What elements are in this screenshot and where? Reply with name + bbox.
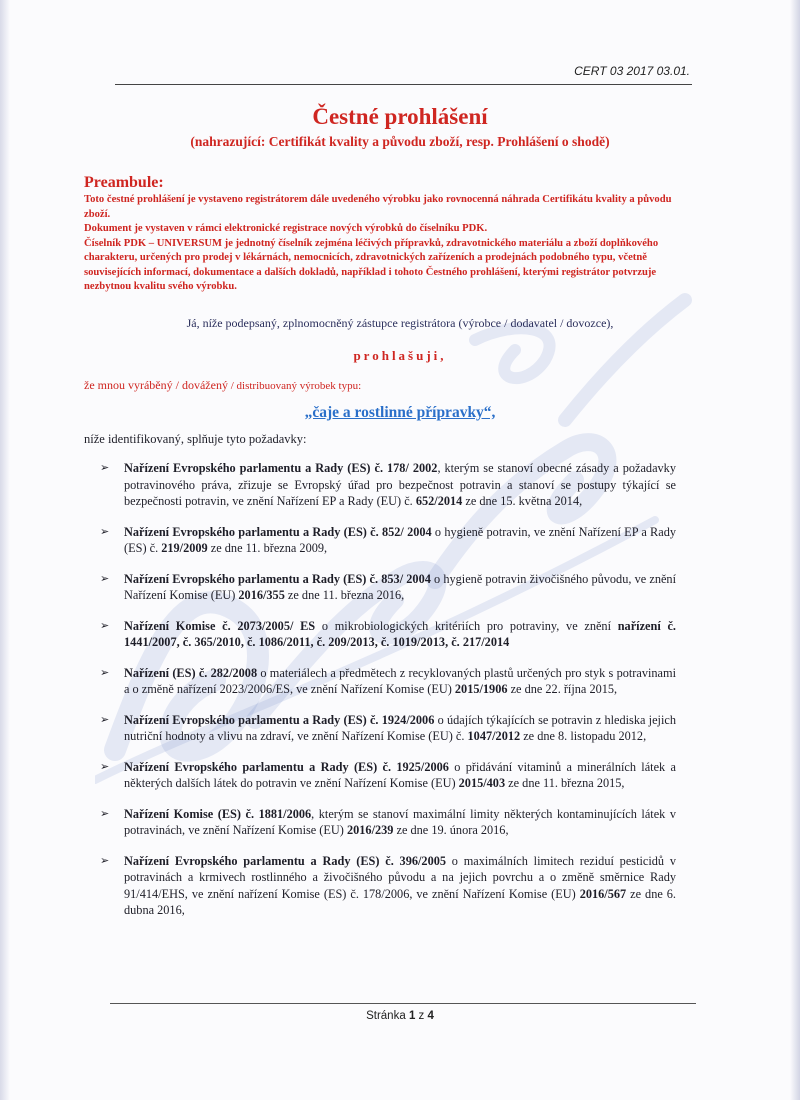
document-subtitle: (nahrazující: Certifikát kvality a původu zboží, resp. Prohlášení o shodě)	[190, 134, 610, 149]
regulation-reference: 219/2009	[161, 541, 208, 555]
regulation-reference: Nařízení Evropského parlamentu a Rady (ES) č. 1924/2006	[124, 712, 435, 727]
regulation-text: o přidávání vitaminů a minerálních látek a některých dalších látek do potravin ve znění Nařízení Komise (EU)	[124, 759, 676, 790]
regulation-reference: Nařízení (ES) č. 282/2008	[124, 665, 258, 680]
footer-rule	[110, 1003, 696, 1004]
preamble-paragraph: Číselník PDK – UNIVERSUM je jednotný číselník zejména léčivých přípravků, zdravotnického materiálu a zboží doplňkového charakteru, určených pro prodej v lékárnách, nemocnicích, zdravotnických zařízeních a prodejnách podobného typu, včetně souvisejících informací, dokumentace a dalších dokladů, například i tohoto Čestného prohlášení, kterými registrátor potvrzuje nezbytnou kvalitu svého výrobku.	[84, 237, 659, 292]
regulation-reference: Nařízení Evropského parlamentu a Rady (ES) č. 852/ 2004	[124, 524, 432, 539]
regulation-item	[100, 618, 676, 651]
regulation-text: , kterým se stanoví obecné zásady a požadavky potravinového práva, zřizuje se Evropský úřad pro bezpečnost potravin a stanoví se postupy týkající se bezpečnosti potravin, ve znění Nařízení EP a Rady (EU) č.	[124, 461, 676, 508]
regulation-item	[100, 806, 676, 839]
regulation-reference: Nařízení Evropského parlamentu a Rady (ES) č. 1925/2006	[124, 759, 449, 774]
arrow-bullet-icon: ➢	[100, 666, 110, 679]
requirements-intro: níže identifikovaný, splňuje tyto požadavky:	[84, 432, 307, 446]
page-word: Stránka	[366, 1010, 406, 1022]
document-title: Čestné prohlášení	[312, 104, 488, 129]
regulation-reference: 652/2014	[415, 494, 463, 508]
regulation-text: o materiálech a předmětech z recyklovaných plastů určených pro styk s potravinami a o změně nařízení 2023/2006/ES, ve znění Nařízení Komise (EU)	[124, 665, 676, 696]
regulation-reference: 2015/403	[458, 776, 506, 790]
arrow-bullet-icon: ➢	[100, 572, 110, 585]
regulation-reference: 2015/1906	[454, 682, 508, 696]
regulation-text: ze dne 22. října 2015,	[507, 682, 618, 696]
page-total: 4	[427, 1010, 434, 1022]
preamble-heading: Preambule:	[84, 174, 164, 191]
scan-edge-right	[790, 0, 800, 1100]
regulation-reference: Nařízení Evropského parlamentu a Rady (ES) č. 853/ 2004	[124, 571, 431, 586]
regulation-item	[100, 524, 676, 557]
regulation-text: ze dne 8. listopadu 2012,	[520, 729, 647, 743]
regulation-item	[100, 759, 676, 792]
declarant-statement: Já, níže podepsaný, zplnomocněný zástupce registrátora (výrobce / dodavatel / dovozce),	[186, 316, 614, 330]
regulation-item	[100, 712, 676, 745]
regulation-reference: 1047/2012	[467, 729, 521, 743]
regulation-text: ze dne 11. března 2015,	[505, 776, 625, 790]
regulation-reference: Nařízení Komise (ES) č. 1881/2006	[124, 806, 312, 821]
product-type-line	[84, 378, 361, 393]
preamble-text	[84, 193, 684, 295]
regulation-reference: 2016/239	[346, 823, 394, 837]
product-type-prefix: že mnou vyráběný / dovážený	[84, 378, 228, 392]
regulations-list	[100, 460, 676, 933]
arrow-bullet-icon: ➢	[100, 760, 110, 773]
regulation-reference: 2016/355	[238, 588, 285, 602]
regulation-text: ze dne 11. března 2009,	[207, 541, 328, 555]
scan-edge-left	[0, 0, 10, 1100]
regulation-text: ze dne 19. února 2016,	[393, 823, 509, 837]
regulation-item	[100, 853, 676, 919]
header-rule	[115, 84, 692, 85]
regulation-item	[100, 665, 676, 698]
declare-verb: prohlašuji,	[353, 348, 447, 363]
regulation-text: ze dne 11. března 2016,	[284, 588, 405, 602]
regulation-reference: Nařízení Komise č. 2073/2005/ ES	[124, 618, 316, 633]
regulation-text: , kterým se stanoví maximální limity některých kontaminujících látek v potravinách, ve znění Nařízení Komise (EU)	[124, 806, 676, 837]
page-number	[0, 1010, 800, 1022]
page-current: 1	[408, 1010, 416, 1022]
arrow-bullet-icon: ➢	[100, 807, 110, 820]
arrow-bullet-icon: ➢	[100, 713, 110, 726]
regulation-text: o maximálních limitech reziduí pesticidů v potravinách a krmivech rostlinného a živočišného původu a na jejich povrchu a o změně směrnice Rady 91/414/EHS, ve znění nařízení Komise (ES) č. 178/2006, ve znění Nařízení Komise (EU)	[124, 853, 676, 901]
document-code: CERT 03 2017 03.01.	[574, 64, 690, 78]
regulation-text: ze dne 6. dubna 2016,	[124, 886, 677, 917]
arrow-bullet-icon: ➢	[100, 462, 110, 474]
regulation-reference: Nařízení Evropského parlamentu a Rady (ES) č. 396/2005	[124, 853, 447, 868]
regulation-text: o mikrobiologických kritériích pro potraviny, ve znění	[315, 618, 618, 633]
regulation-text: o údajích týkajících se potravin z hlediska jejich nutriční hodnoty a vlivu na zdraví, ve znění Nařízení Komise (EU) č.	[124, 712, 676, 743]
page-of: z	[418, 1010, 425, 1022]
regulation-reference: 2016/567	[579, 886, 627, 901]
preamble-paragraph: Dokument je vystaven v rámci elektronické registrace nových výrobků do číselníku PDK.	[84, 223, 488, 234]
regulation-text: o hygieně potravin živočišného původu, ve znění Nařízení Komise (EU)	[124, 571, 676, 602]
regulation-item	[100, 571, 676, 604]
regulation-reference: Nařízení Evropského parlamentu a Rady (ES) č. 178/ 2002	[124, 461, 438, 475]
regulation-item	[100, 460, 676, 510]
preamble-paragraph: Toto čestné prohlášení je vystaveno registrátorem dále uvedeného výrobku jako rovnocenná náhrada Certifikátu kvality a původu zboží.	[84, 194, 672, 220]
regulation-reference: nařízení č. 1441/2007, č. 365/2010, č. 1086/2011, č. 209/2013, č. 1019/2013, č. 217/2014	[124, 618, 677, 649]
arrow-bullet-icon: ➢	[100, 619, 110, 632]
arrow-bullet-icon: ➢	[100, 854, 110, 867]
product-name: „čaje a rostlinné přípravky“,	[304, 404, 496, 421]
regulation-text: ze dne 15. května 2014,	[462, 494, 583, 508]
arrow-bullet-icon: ➢	[100, 525, 110, 538]
product-type-suffix: / distribuovaný výrobek typu:	[227, 380, 362, 392]
regulation-text: o hygieně potravin, ve znění Nařízení EP a Rady (ES) č.	[124, 524, 677, 555]
